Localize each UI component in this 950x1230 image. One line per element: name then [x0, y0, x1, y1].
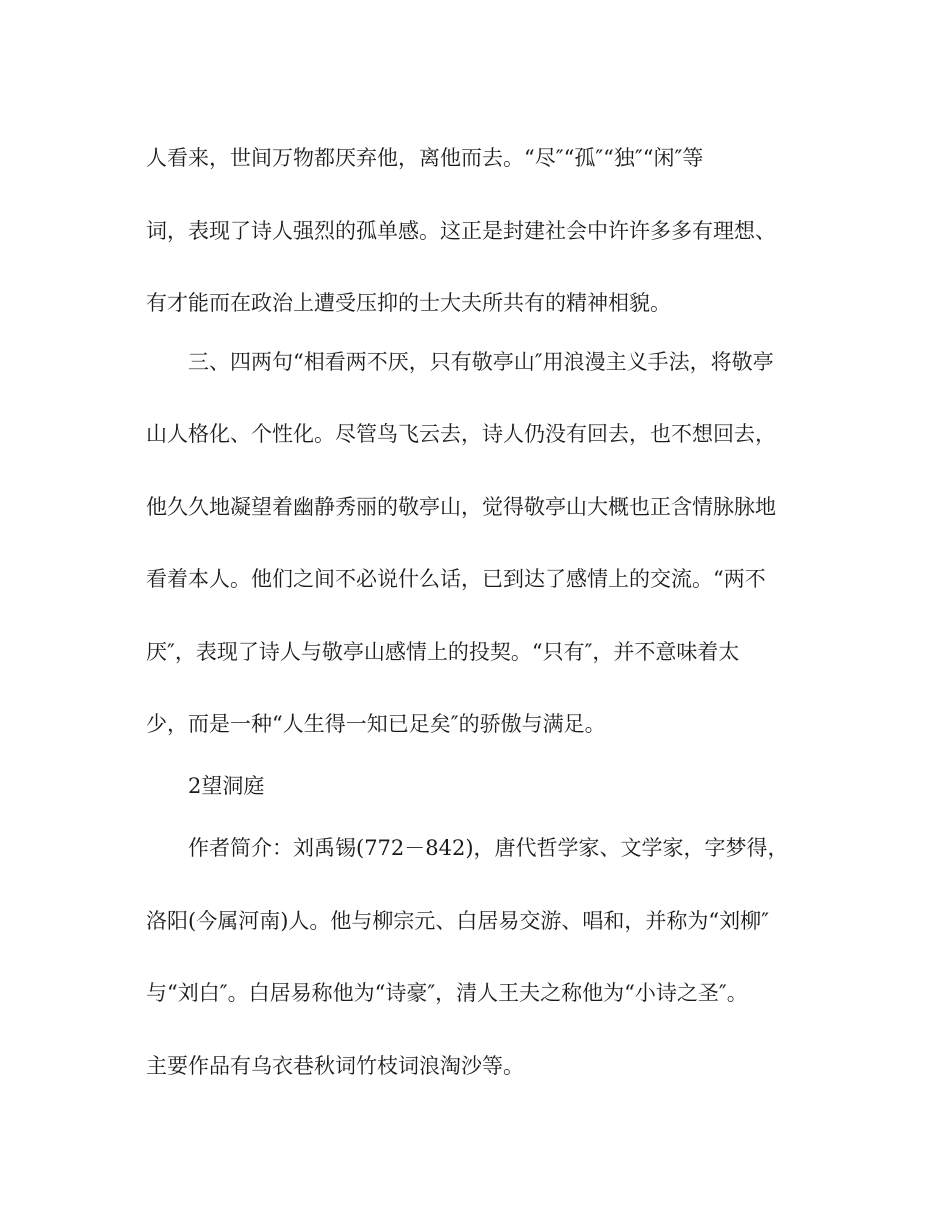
text-line: 有才能而在政治上遭受压抑的士大夫所共有的精神相貌。: [146, 291, 671, 315]
text-line: 山人格化、个性化。尽管鸟飞云去，诗人仍没有回去，也不想回去，: [146, 422, 776, 446]
paragraph-start-line: 三、四两句“相看两不厌，只有敬亭山″用浪漫主义手法，将敬亭: [188, 350, 774, 374]
text-line: 洛阳(今属河南)人。他与柳宗元、白居易交游、唱和，并称为“刘柳″: [146, 909, 769, 933]
text-line: 少，而是一种“人生得一知已足矣″的骄傲与满足。: [146, 712, 606, 736]
section-heading: 2望洞庭: [188, 774, 265, 798]
text-line: 主要作品有乌衣巷秋词竹枝词浪淘沙等。: [146, 1054, 524, 1078]
text-line: 厌″，表现了诗人与敬亭山感情上的投契。“只有″，并不意味着太: [146, 640, 740, 664]
paragraph-start-line: 作者简介：刘禹锡(772－842)，唐代哲学家、文学家，字梦得，: [188, 836, 789, 860]
text-line: 词，表现了诗人强烈的孤单感。这正是封建社会中许许多多有理想、: [146, 219, 776, 243]
text-line: 看着本人。他们之间不必说什么话，已到达了感情上的交流。“两不: [146, 567, 766, 591]
text-line: 人看来，世间万物都厌弃他，离他而去。“尽″“孤″“独″“闲″等: [146, 146, 704, 170]
text-line: 与“刘白″。白居易称他为“诗豪″，清人王夫之称他为“小诗之圣″。: [146, 981, 748, 1005]
text-line: 他久久地凝望着幽静秀丽的敬亭山，觉得敬亭山大概也正含情脉脉地: [146, 495, 776, 519]
